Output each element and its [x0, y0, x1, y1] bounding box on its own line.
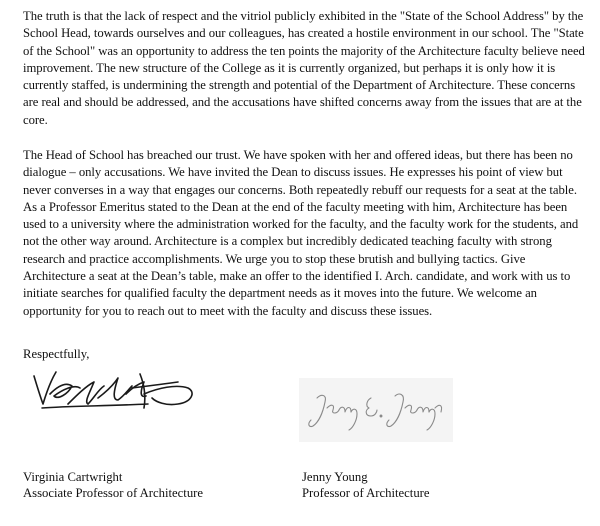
signatory-block-young [302, 470, 430, 501]
signature-young-scan [299, 378, 453, 442]
signatory-title: Professor of Architecture [302, 485, 430, 500]
signatory-title: Associate Professor of Architecture [23, 485, 204, 500]
signatory-name: Virginia Cartwright [23, 470, 123, 484]
signatory-block-cartwright [23, 470, 203, 501]
closing-salutation: Respectfully, [23, 347, 90, 361]
signatory-name: Jenny Young [302, 470, 368, 484]
signature-cartwright [28, 364, 200, 416]
body-paragraph-2: The Head of School has breached our trust. We have spoken with her and offered ideas, but there has been no dialogue – only accusations. We have invited the Dean to discuss issues. He expresses his point of view but never converses in a way that engages our concerns. Both repeatedly rebuff our requests for a seat at the table. As a Professor Emeritus stated to the Dean at the end of the faculty meeting with him, Architecture has been used to a university where the administration worked for the faculty, and the faculty work for the students, and not the other way around. Architecture is a complex but incredibly dedicated teaching faculty with strong research and practice accomplishments. We urge you to stop these brutish and bullying tactics. Give Architecture a seat at the Dean’s table, make an offer to the identified I. Arch. candidate, and work with us to initiate searches for qualified faculty the department needs as it moves into the future. We welcome an opportunity for you to reach out to meet with the faculty and discuss these issues. [23, 148, 579, 318]
signature-young [299, 378, 453, 442]
body-paragraph-1: The truth is that the lack of respect and the vitriol publicly exhibited in the "State of the School Address" by the School Head, towards ourselves and our colleagues, has created a hostile environment in our school. The "State of the School" was an opportunity to address the ten points the majority of the Architecture faculty believe need improvement. The new structure of the College as it is currently organized, but perhaps it is only how it is currently staffed, is undermining the strength and potential of the Department of Architecture. These concerns are real and should be addressed, and the accusations have shifted concerns away from the issues that are at the core. [23, 9, 585, 127]
